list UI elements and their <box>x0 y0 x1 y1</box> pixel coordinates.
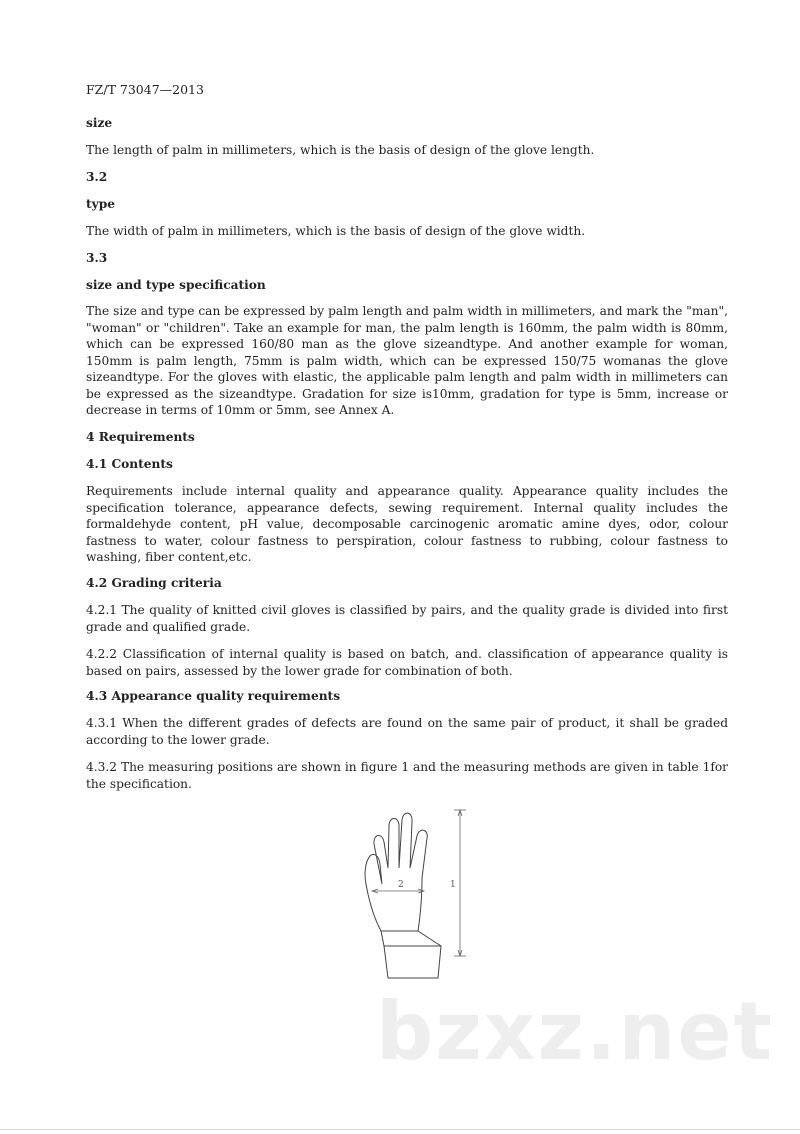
document-number: FZ/T 73047—2013 <box>86 82 204 97</box>
clause-3-3-number: 3.3 <box>86 251 108 265</box>
grading-clause-1: 4.2.1 The quality of knitted civil gloves is classified by pairs, and the quality grade is divided into first grade and qualified grade. <box>86 603 728 634</box>
term-size-heading: size <box>86 116 113 130</box>
glove-measurement-figure <box>362 806 472 996</box>
term-size-definition: The length of palm in millimeters, which is the basis of design of the glove length. <box>86 143 595 157</box>
appearance-clause-1: 4.3.1 When the different grades of defects are found on the same pair of product, it shall be graded according to the lower grade. <box>86 716 728 747</box>
requirements-heading: 4 Requirements <box>86 430 195 444</box>
clause-3-2-number: 3.2 <box>86 170 108 184</box>
term-type-heading: type <box>86 197 115 211</box>
length-label: 1 <box>450 880 456 890</box>
appearance-clause-2: 4.3.2 The measuring positions are shown in figure 1 and the measuring methods are given in table 1for the specification. <box>86 760 728 791</box>
term-type-definition: The width of palm in millimeters, which is the basis of design of the glove width. <box>86 224 586 238</box>
term-spec-heading: size and type specification <box>86 278 266 292</box>
length-dimension-line <box>454 810 466 956</box>
grading-heading: 4.2 Grading criteria <box>86 576 222 590</box>
appearance-heading: 4.3 Appearance quality requirements <box>86 689 341 703</box>
term-spec-definition: The size and type can be expressed by palm length and palm width in millimeters, and mark the "man", "woman" or "children". Take an example for man, the palm length is 160mm, the palm width is 80mm, which can be expressed 160/80 man as the glove sizeandtype. And another example for woman, 150mm is palm length, 75mm is palm width, which can be expressed 150/75 womanas the glove sizeandtype. For the gloves with elastic, the applicable palm length and palm width in millimeters can be expressed as the sizeandtype. Gradation for size is10mm, gradation for type is 5mm, increase or decrease in terms of 10mm or 5mm, see Annex A. <box>86 304 728 417</box>
watermark-text: bzxz.net <box>376 985 774 1078</box>
contents-heading: 4.1 Contents <box>86 457 173 471</box>
contents-paragraph: Requirements include internal quality and appearance quality. Appearance quality includes the specification tolerance, appearance defects, sewing requirement. Internal quality includes the formaldehyde content, pH value, decomposable carcinogenic aromatic amine dyes, odor, colour fastness to water, colour fastness to perspiration, colour fastness to rubbing, colour fastness to washing, fiber content,etc. <box>86 484 728 564</box>
page-bottom-border <box>0 1129 800 1130</box>
grading-clause-2: 4.2.2 Classification of internal quality is based on batch, and. classification of appearance quality is based on pairs, assessed by the lower grade for combination of both. <box>86 647 728 678</box>
width-label: 2 <box>398 880 404 890</box>
glove-outline <box>365 813 441 978</box>
